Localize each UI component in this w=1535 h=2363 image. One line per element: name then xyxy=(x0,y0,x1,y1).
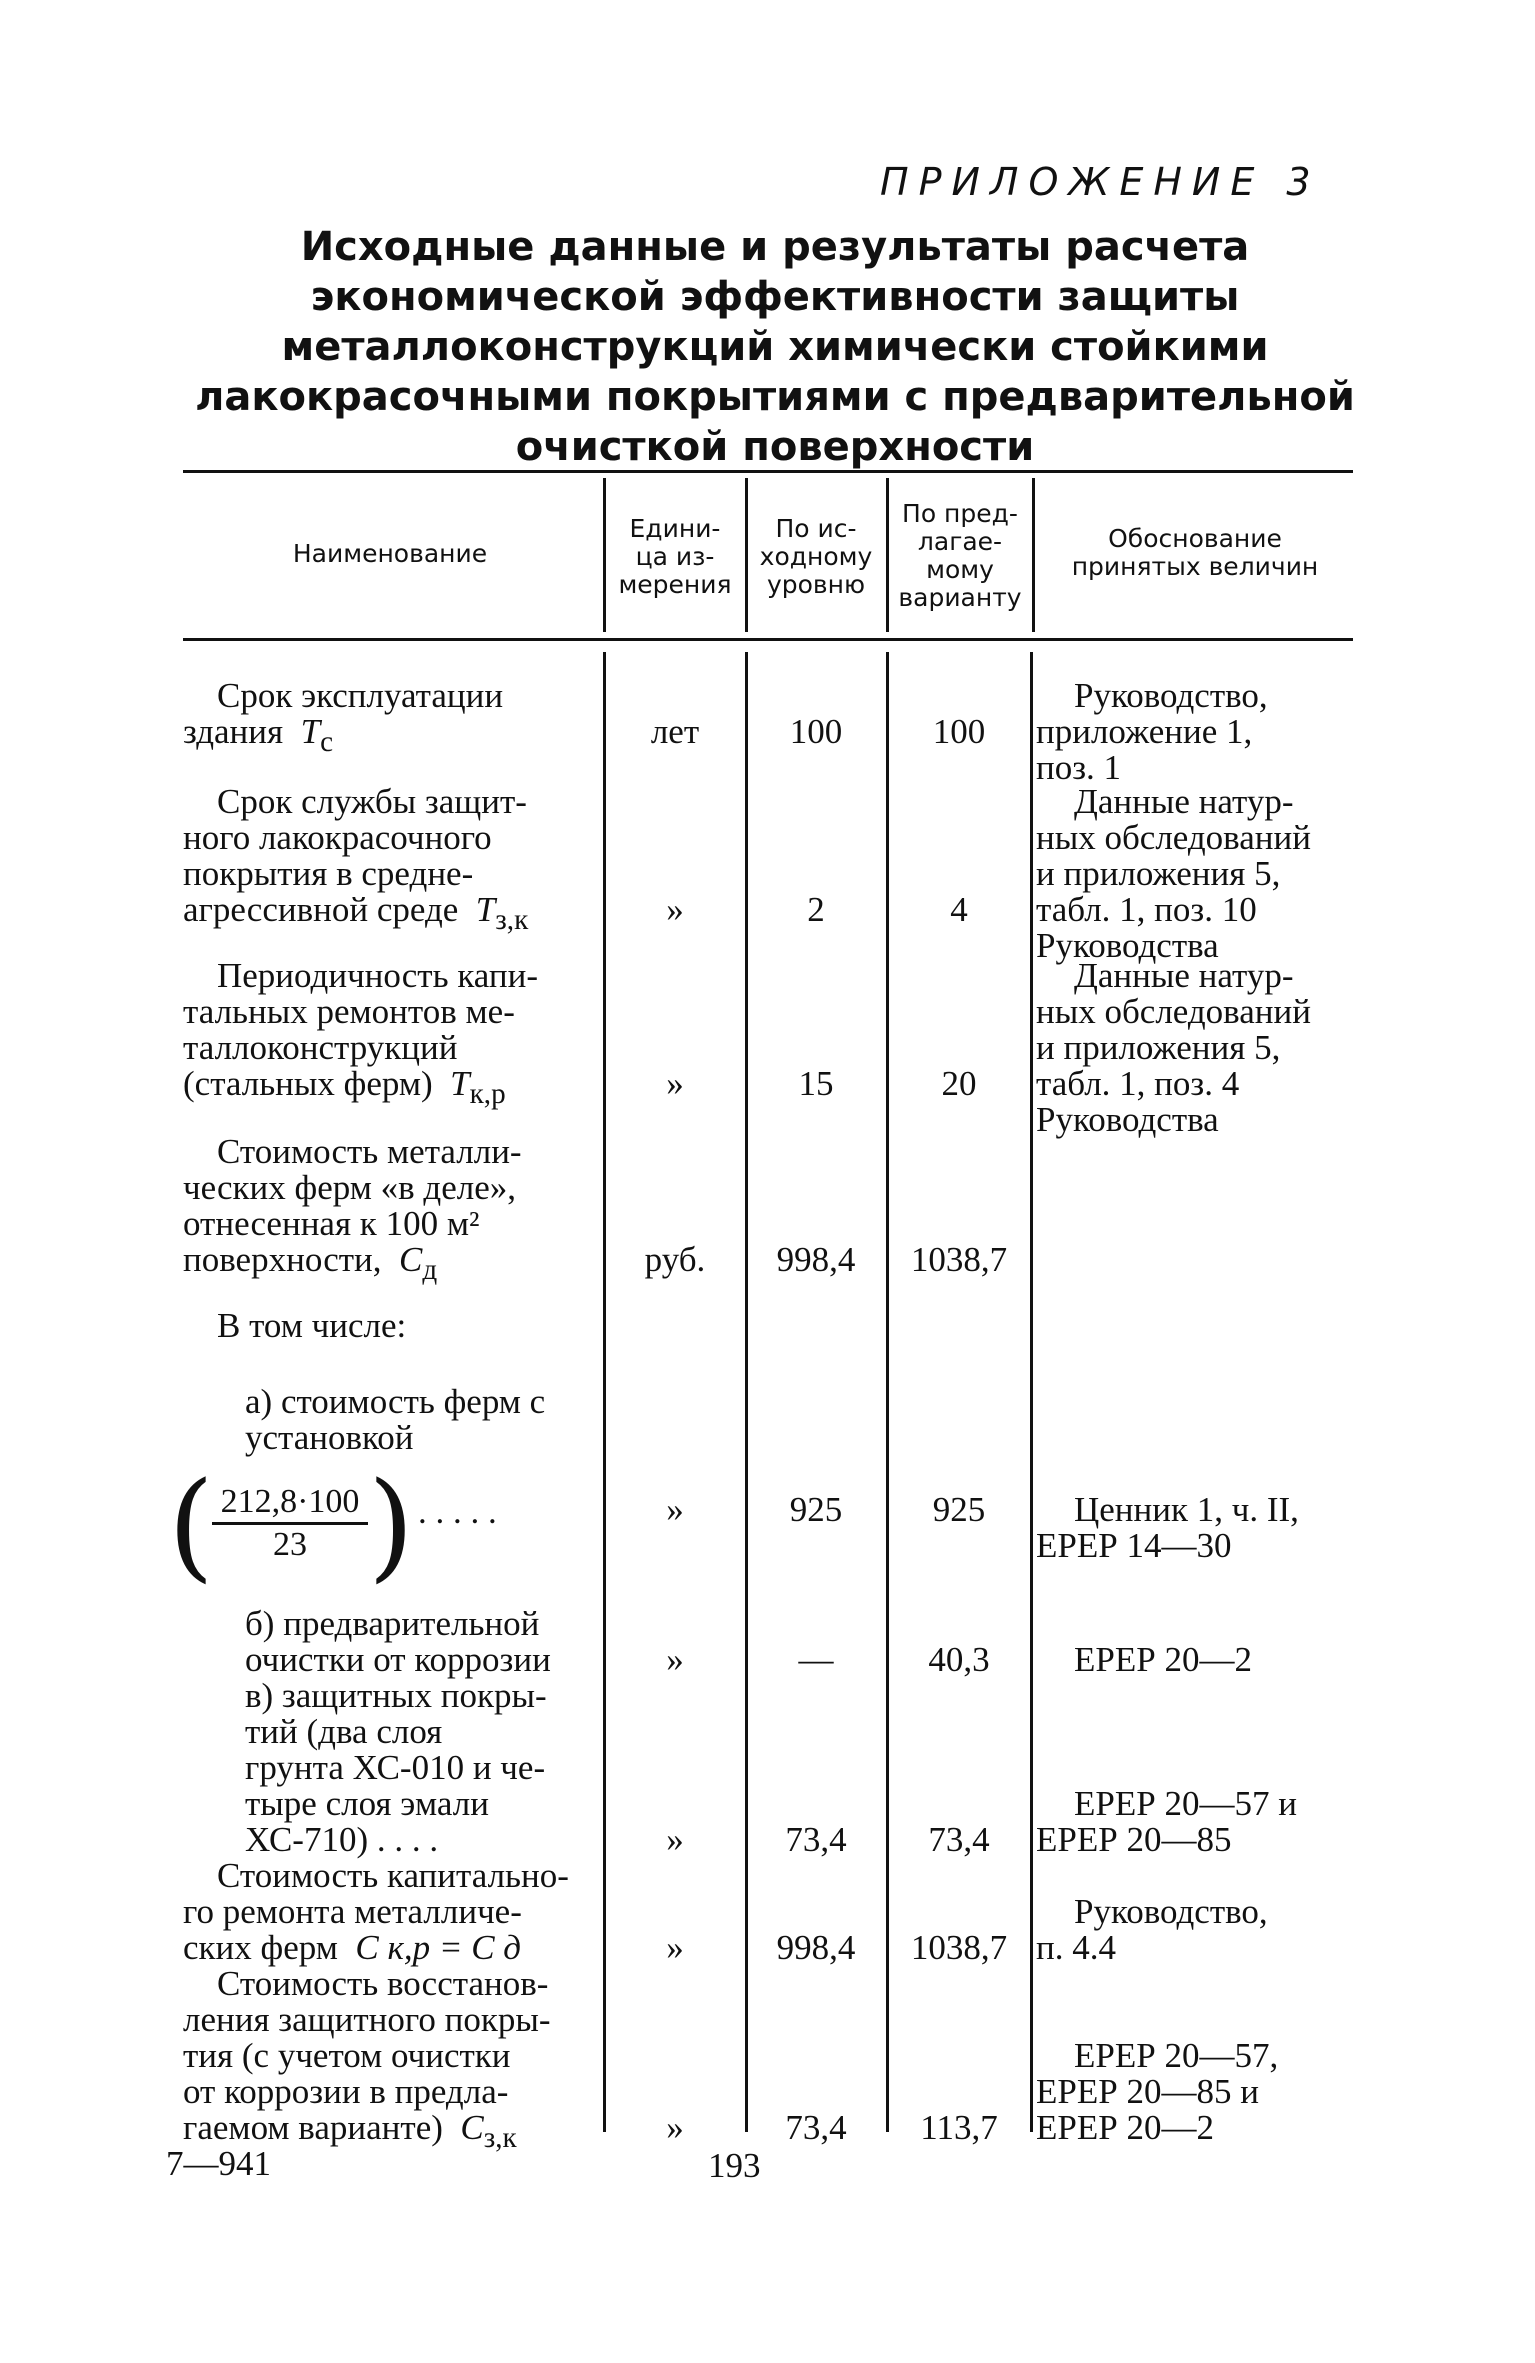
row-base: 15 xyxy=(798,1064,834,1103)
header-line: Едини- xyxy=(629,514,721,543)
symbol: Т xyxy=(300,712,321,751)
row-unit: » xyxy=(666,2108,684,2147)
column-divider xyxy=(1032,478,1035,632)
row-justification xyxy=(1036,958,1354,1138)
name-line: поверхности, xyxy=(183,1240,382,1279)
row-unit: » xyxy=(666,890,684,929)
justification-line: Данные натур- xyxy=(1074,782,1294,821)
column-divider xyxy=(603,652,606,2132)
title-line: металлоконструкций химически стойкими xyxy=(281,324,1269,370)
page-title xyxy=(180,222,1370,472)
symbol: С xyxy=(460,2108,484,2147)
name-line: (стальных ферм) xyxy=(183,1064,433,1103)
title-line: экономической эффективности защиты xyxy=(310,274,1240,320)
header-line: варианту xyxy=(898,583,1022,612)
name-line: таллоконструкций xyxy=(183,1028,458,1067)
title-line: лакокрасочными покрытиями с предварительной xyxy=(195,374,1355,420)
name-line: здания xyxy=(183,712,284,751)
column-divider xyxy=(745,652,748,2132)
name-line: Срок эксплуатации xyxy=(217,676,504,715)
name-line: от коррозии в предла- xyxy=(183,2072,509,2111)
header-line: принятых величин xyxy=(1071,552,1319,581)
justification-line: Руководства xyxy=(1036,1100,1219,1139)
name-line: ских ферм xyxy=(183,1928,338,1967)
row-name xyxy=(183,678,595,760)
row-justification xyxy=(1036,678,1354,786)
row-justification xyxy=(1036,2038,1354,2146)
justification-line: ЕРЕР 20—57 и xyxy=(1074,1784,1297,1823)
fraction xyxy=(212,1482,368,1565)
justification-line: Руководства xyxy=(1036,926,1219,965)
justification-line: приложение 1, xyxy=(1036,712,1253,751)
right-parenthesis: ) xyxy=(368,1456,415,1594)
justification-line: Руководство, xyxy=(1074,676,1268,715)
row-proposed: 20 xyxy=(941,1064,977,1103)
justification-line: ЕРЕР 20—57, xyxy=(1074,2036,1279,2075)
row-base: 925 xyxy=(789,1490,843,1529)
printer-signature: 7—941 xyxy=(166,2144,271,2183)
justification-line: ЕРЕР 20—2 xyxy=(1036,2108,1214,2147)
row-base: 998,4 xyxy=(776,1240,856,1279)
row-unit: » xyxy=(666,1928,684,1967)
row-proposed: 1038,7 xyxy=(910,1928,1008,1967)
page-number: 193 xyxy=(708,2146,761,2185)
name-line: ХС-710) . . . . xyxy=(245,1820,439,1859)
table-top-rule xyxy=(183,470,1353,473)
name-line: тыре слоя эмали xyxy=(245,1784,489,1823)
formula: С к,р = С д xyxy=(355,1928,521,1967)
name-line: покрытия в средне- xyxy=(183,854,474,893)
header-line: По пред- xyxy=(902,499,1018,528)
row-unit: » xyxy=(666,1640,684,1679)
name-line: Стоимость восстанов- xyxy=(217,1964,549,2003)
name-line: очистки от коррозии xyxy=(245,1640,551,1679)
row-proposed: 4 xyxy=(950,890,968,929)
symbol-subscript: с xyxy=(320,726,334,758)
justification-line: ных обследований xyxy=(1036,818,1311,857)
title-line: очисткой поверхности xyxy=(515,424,1035,470)
justification-line: п. 4.4 xyxy=(1036,1928,1116,1967)
name-line: го ремонта металличе- xyxy=(183,1892,522,1931)
header-bottom-rule xyxy=(183,638,1353,641)
header-line: мерения xyxy=(618,570,732,599)
justification-line: Ценник 1, ч. II, xyxy=(1074,1490,1299,1529)
header-line: ходному xyxy=(759,542,873,571)
column-divider xyxy=(1030,652,1033,2132)
header-justification xyxy=(1036,525,1354,581)
name-line: ного лакокрасочного xyxy=(183,818,492,857)
row-unit: лет xyxy=(650,712,700,751)
symbol-subscript: з,к xyxy=(483,2122,517,2154)
justification-line: табл. 1, поз. 10 xyxy=(1036,890,1257,929)
name-line: Стоимость металли- xyxy=(217,1132,522,1171)
left-parenthesis: ( xyxy=(168,1456,215,1594)
header-line: мому xyxy=(926,555,994,584)
header-unit xyxy=(606,515,744,599)
header-name: Наименование xyxy=(292,539,488,568)
name-line: В том числе: xyxy=(217,1306,407,1345)
row-base: 73,4 xyxy=(785,2108,847,2147)
name-line: тальных ремонтов ме- xyxy=(183,992,515,1031)
row-name xyxy=(183,1134,595,1288)
row-name xyxy=(245,1606,595,1678)
header-base xyxy=(748,515,884,599)
name-line: гаемом варианте) xyxy=(183,2108,443,2147)
name-line: тий (два слоя xyxy=(245,1712,443,1751)
justification-line: ных обследований xyxy=(1036,992,1311,1031)
row-base: 73,4 xyxy=(785,1820,847,1859)
justification-line: ЕРЕР 20—2 xyxy=(1074,1640,1252,1679)
name-line: Стоимость капитально- xyxy=(217,1856,569,1895)
row-name xyxy=(183,958,595,1112)
header-line: лагае- xyxy=(917,527,1003,556)
row-name xyxy=(245,1384,595,1456)
appendix-label: ПРИЛОЖЕНИЕ 3 xyxy=(880,160,1321,204)
justification-line: и приложения 5, xyxy=(1036,854,1281,893)
title-line: Исходные данные и результаты расчета xyxy=(300,224,1250,270)
row-justification xyxy=(1036,1894,1354,1966)
justification-line: Руководство, xyxy=(1074,1892,1268,1931)
fraction-numerator: 212,8·100 xyxy=(212,1482,368,1525)
row-base: 998,4 xyxy=(776,1928,856,1967)
header-proposed xyxy=(889,500,1031,612)
name-line: ческих ферм «в деле», xyxy=(183,1168,516,1207)
row-base: — xyxy=(798,1640,834,1679)
justification-line: Данные натур- xyxy=(1074,956,1294,995)
row-proposed: 73,4 xyxy=(928,1820,990,1859)
row-proposed: 113,7 xyxy=(920,2108,998,2147)
row-justification xyxy=(1074,1642,1354,1678)
justification-line: табл. 1, поз. 4 xyxy=(1036,1064,1240,1103)
symbol-subscript: к,р xyxy=(469,1078,506,1110)
symbol-subscript: д xyxy=(422,1254,438,1286)
column-divider xyxy=(886,652,889,2132)
fraction-denominator: 23 xyxy=(273,1526,307,1563)
name-line: б) предварительной xyxy=(245,1604,540,1643)
header-line: уровню xyxy=(766,570,866,599)
justification-line: ЕРЕР 20—85 и xyxy=(1036,2072,1259,2111)
row-name xyxy=(245,1678,595,1858)
name-line: агрессивной среде xyxy=(183,890,459,929)
name-line: Срок службы защит- xyxy=(217,782,527,821)
row-proposed: 1038,7 xyxy=(910,1240,1008,1279)
symbol-subscript: з,к xyxy=(495,904,529,936)
justification-line: ЕРЕР 20—85 xyxy=(1036,1820,1232,1859)
row-name xyxy=(183,784,595,938)
row-unit: » xyxy=(666,1820,684,1859)
symbol: С xyxy=(399,1240,423,1279)
leader-dots: . . . . . xyxy=(418,1492,497,1531)
name-line: ления защитного покры- xyxy=(183,2000,551,2039)
header-line: ца из- xyxy=(635,542,715,571)
justification-line: поз. 1 xyxy=(1036,748,1122,787)
row-unit: руб. xyxy=(644,1240,706,1279)
name-line: а) стоимость ферм с xyxy=(245,1382,546,1421)
row-base: 2 xyxy=(807,890,825,929)
name-line: тия (с учетом очистки xyxy=(183,2036,511,2075)
name-line: грунта ХС-010 и че- xyxy=(245,1748,546,1787)
name-line: Периодичность капи- xyxy=(217,956,538,995)
row-name xyxy=(217,1308,595,1344)
name-line: отнесенная к 100 м² xyxy=(183,1204,480,1243)
row-justification xyxy=(1036,1786,1354,1858)
header-line: Обоснование xyxy=(1108,524,1282,553)
row-unit: » xyxy=(666,1490,684,1529)
header-line: По ис- xyxy=(775,514,857,543)
row-justification xyxy=(1036,784,1354,964)
row-unit: » xyxy=(666,1064,684,1103)
justification-line: ЕРЕР 14—30 xyxy=(1036,1526,1232,1565)
row-proposed: 40,3 xyxy=(928,1640,990,1679)
row-base: 100 xyxy=(789,712,843,751)
name-line: в) защитных покры- xyxy=(245,1676,547,1715)
row-proposed: 100 xyxy=(932,712,986,751)
row-name xyxy=(183,1858,595,1966)
row-justification xyxy=(1036,1492,1354,1564)
justification-line: и приложения 5, xyxy=(1036,1028,1281,1067)
row-name xyxy=(183,1966,595,2156)
row-proposed: 925 xyxy=(932,1490,986,1529)
symbol: Т xyxy=(475,890,496,929)
name-line: установкой xyxy=(245,1418,414,1457)
symbol: Т xyxy=(450,1064,470,1103)
